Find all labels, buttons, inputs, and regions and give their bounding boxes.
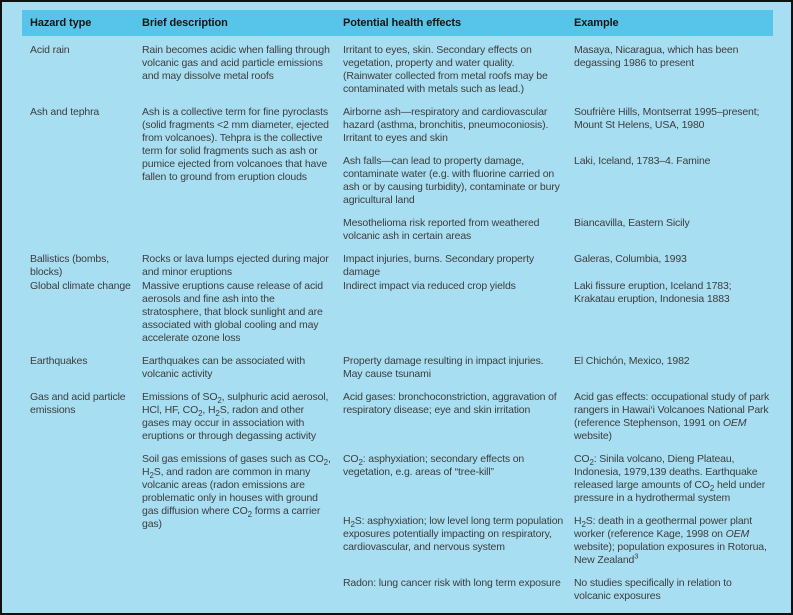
cell-example: $H_2S$: death in a geothermal power plant worker (reference Kage, 1998 on OEM website); population exposures in Rotorua, New Zealand$^3$ xyxy=(574,515,767,566)
cell-hazard-type: Ash and tephra xyxy=(30,106,100,118)
cell-description: Rocks or lava lumps ejected during major and minor eruptions xyxy=(142,253,329,278)
cell-health-effects: Indirect impact via reduced crop yields xyxy=(343,280,516,292)
cell-example: No studies specifically in relation to volcanic exposures xyxy=(574,577,732,602)
cell-example: Biancavilla, Eastern Sicily xyxy=(574,217,690,229)
hazards-table xyxy=(22,10,773,603)
cell-health-effects: $H_2S$: asphyxiation; low level long term population exposures potentially impacting on respiratory, cardiovascular, and nervous system xyxy=(343,515,564,553)
column-header-health-effects: Potential health effects xyxy=(343,10,574,36)
cell-health-effects: Acid gases: bronchoconstriction, aggravation of respiratory disease; eye and skin irritation xyxy=(343,391,557,416)
header-row xyxy=(22,10,773,36)
cell-example: El Chichón, Mexico, 1982 xyxy=(574,355,690,367)
cell-description: Earthquakes can be associated with volcanic activity xyxy=(142,355,306,380)
cell-health-effects: Property damage resulting in impact injuries. May cause tsunami xyxy=(343,355,544,380)
cell-hazard-type: Earthquakes xyxy=(30,355,88,367)
cell-health-effects: Irritant to eyes, skin. Secondary effects on vegetation, property and water quality. (Rainwater collected from metal roofs may be contaminated with metals such as lead.) xyxy=(343,44,548,95)
cell-health-effects: Mesothelioma risk reported from weathered volcanic ash in certain areas xyxy=(343,217,540,242)
column-header-brief-description: Brief description xyxy=(142,10,343,36)
cell-hazard-type: Ballistics (bombs, blocks) xyxy=(30,253,109,278)
cell-description: Rain becomes acidic when falling through volcanic gas and acid particle emissions and may dissolve metal roofs xyxy=(142,44,330,82)
table-row-earthquakes xyxy=(22,345,773,381)
cell-health-effects: Impact injuries, burns. Secondary property damage xyxy=(343,253,534,278)
cell-description: Emissions of $SO_2$, sulphuric acid aerosol, HCl, HF, $CO_2$, $H_2S$, radon and other gases may occur in association with eruptions or through degassing activity xyxy=(142,391,329,442)
cell-example: Soufrière Hills, Montserrat 1995–present; Mount St Helens, USA, 1980 xyxy=(574,106,760,131)
table-row-gas-emissions xyxy=(22,381,773,443)
table-row-global-climate-change xyxy=(22,279,773,345)
cell-health-effects: Ash falls—can lead to property damage, contaminate water (e.g. with fluorine carried on ash or by causing turbidity), contaminate or bury agricultural land xyxy=(343,155,560,206)
cell-example: Masaya, Nicaragua, which has been degassing 1986 to present xyxy=(574,44,739,69)
cell-health-effects: Airborne ash—respiratory and cardiovascular hazard (asthma, bronchitis, pneumoconiosis). Irritant to eyes and skin xyxy=(343,106,549,144)
table-row-ash-tephra xyxy=(22,96,773,145)
column-header-example: Example xyxy=(574,10,773,36)
cell-description: Soil gas emissions of gases such as $CO_2$, $H_2S$, and radon are common in many volcanic areas (radon emissions are problematic only in houses with ground gas diffusion where $CO_2$ forms a carrier gas) xyxy=(142,453,331,530)
cell-example: Laki fissure eruption, Iceland 1783; Krakatau eruption, Indonesia 1883 xyxy=(574,280,732,305)
cell-example: $CO_2$: Sinila volcano, Dieng Plateau, Indonesia, 1979,139 deaths. Earthquake released large amounts of $CO_2$ held under pressure in a hydrothermal system xyxy=(574,453,766,504)
cell-health-effects: Radon: lung cancer risk with long term exposure xyxy=(343,577,561,589)
cell-hazard-type: Acid rain xyxy=(30,44,70,56)
cell-description: Ash is a collective term for fine pyroclasts (solid fragments <2 mm diameter, ejected from volcanoes). Tehpra is the collective term for solid fragments such as ash or pumice ejected from volcanoes that have fallen to ground from eruption clouds xyxy=(142,106,329,183)
cell-health-effects: $CO_2$: asphyxiation; secondary effects on vegetation, e.g. areas of “tree-kill” xyxy=(343,453,525,478)
cell-example: Galeras, Columbia, 1993 xyxy=(574,253,687,265)
column-header-hazard-type: Hazard type xyxy=(22,10,142,36)
cell-example: Acid gas effects: occupational study of park rangers in Hawai‘i Volcanoes National Park (reference Stephenson, 1991 on OEM website) xyxy=(574,391,770,442)
table-row-ballistics xyxy=(22,243,773,279)
cell-description: Massive eruptions cause release of acid aerosols and fine ash into the stratosphere, that block sunlight and are associated with global cooling and may accelerate ozone loss xyxy=(142,280,323,344)
cell-example: Laki, Iceland, 1783–4. Famine xyxy=(574,155,711,167)
cell-hazard-type: Global climate change xyxy=(30,280,131,292)
table-row-acid-rain xyxy=(22,36,773,96)
cell-hazard-type: Gas and acid particle emissions xyxy=(30,391,126,416)
